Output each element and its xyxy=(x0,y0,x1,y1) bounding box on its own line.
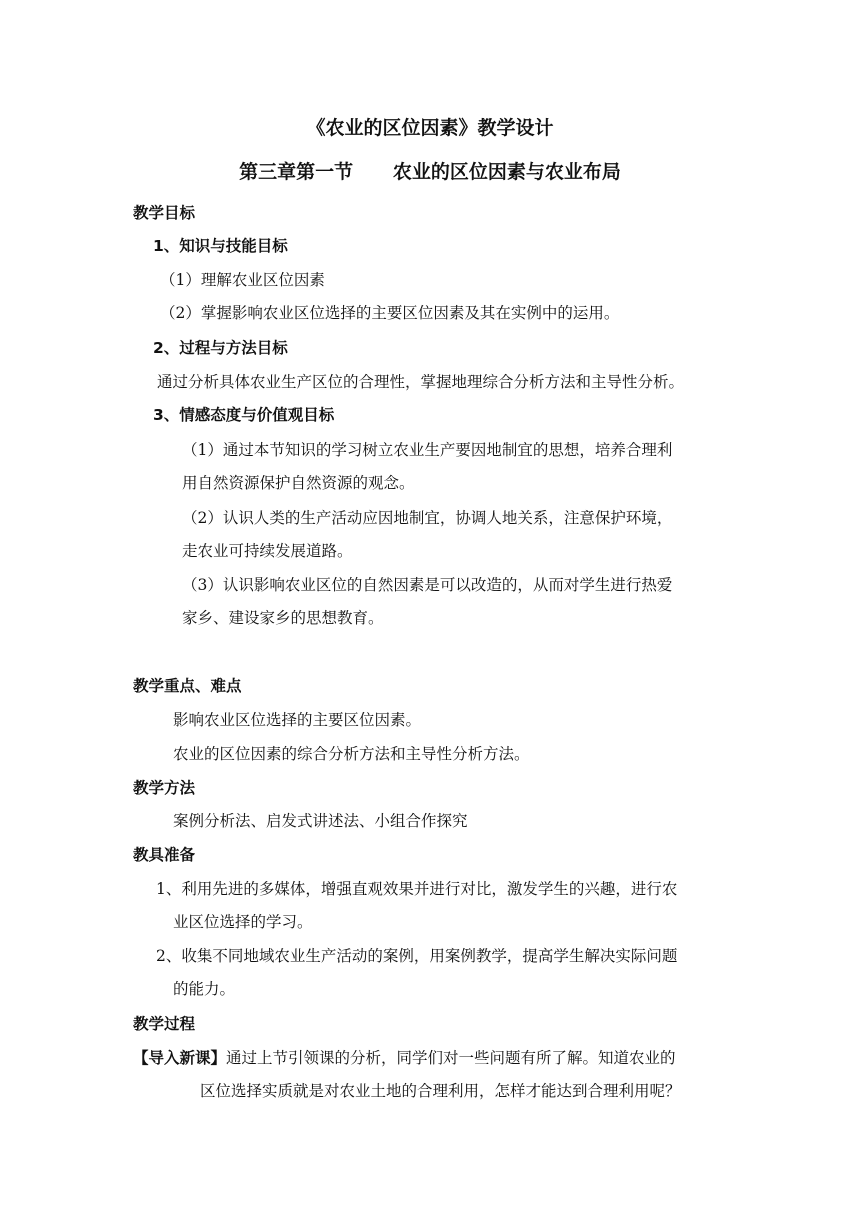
intro-text-line-1: 通过上节引领课的分析，同学们对一些问题有所了解。知道农业的 xyxy=(226,1049,676,1067)
knowledge-item-1: （1）理解农业区位因素 xyxy=(160,271,325,289)
process-text: 通过分析具体农业生产区位的合理性，掌握地理综合分析方法和主导性分析。 xyxy=(157,373,685,391)
tools-item-1-line-2: 业区位选择的学习。 xyxy=(173,913,313,931)
objectives-heading: 教学目标 xyxy=(133,204,196,222)
tools-heading: 教具准备 xyxy=(133,846,196,864)
process-heading: 2、过程与方法目标 xyxy=(153,339,288,357)
attitude-item-2-line-2: 走农业可持续发展道路。 xyxy=(182,542,353,560)
knowledge-heading: 1、知识与技能目标 xyxy=(153,237,288,255)
attitude-item-1-line-2: 用自然资源保护自然资源的观念。 xyxy=(182,474,415,492)
document-subtitle: 第三章第一节 农业的区位因素与农业布局 xyxy=(239,161,621,183)
document-title: 《农业的区位因素》教学设计 xyxy=(306,117,554,139)
methods-text: 案例分析法、启发式讲述法、小组合作探究 xyxy=(173,812,468,830)
methods-heading: 教学方法 xyxy=(133,779,196,797)
tools-item-2-line-1: 2、收集不同地域农业生产活动的案例，用案例教学，提高学生解决实际问题 xyxy=(156,947,678,965)
keypoints-heading: 教学重点、难点 xyxy=(133,677,242,695)
attitude-item-3-line-2: 家乡、建设家乡的思想教育。 xyxy=(182,609,384,627)
knowledge-item-2: （2）掌握影响农业区位选择的主要区位因素及其在实例中的运用。 xyxy=(160,304,620,322)
attitude-item-2-line-1: （2）认识人类的生产活动应因地制宜，协调人地关系，注意保护环境， xyxy=(182,509,673,527)
keypoints-line-2: 农业的区位因素的综合分析方法和主导性分析方法。 xyxy=(173,745,530,763)
teaching-process-heading: 教学过程 xyxy=(133,1015,196,1033)
tools-item-2-line-2: 的能力。 xyxy=(173,980,236,998)
attitude-heading: 3、情感态度与价值观目标 xyxy=(153,406,335,424)
keypoints-line-1: 影响农业区位选择的主要区位因素。 xyxy=(173,711,422,729)
attitude-item-3-line-1: （3）认识影响农业区位的自然因素是可以改造的，从而对学生进行热爱 xyxy=(182,576,673,594)
tools-item-1-line-1: 1、利用先进的多媒体，增强直观效果并进行对比，激发学生的兴趣，进行农 xyxy=(156,880,678,898)
intro-paragraph-line-1 xyxy=(133,1048,676,1068)
attitude-item-1-line-1: （1）通过本节知识的学习树立农业生产要因地制宜的思想，培养合理利 xyxy=(182,441,673,459)
intro-label: 【导入新课】 xyxy=(133,1049,227,1067)
intro-paragraph-line-2: 区位选择实质就是对农业土地的合理利用，怎样才能达到合理利用呢？ xyxy=(200,1082,681,1100)
